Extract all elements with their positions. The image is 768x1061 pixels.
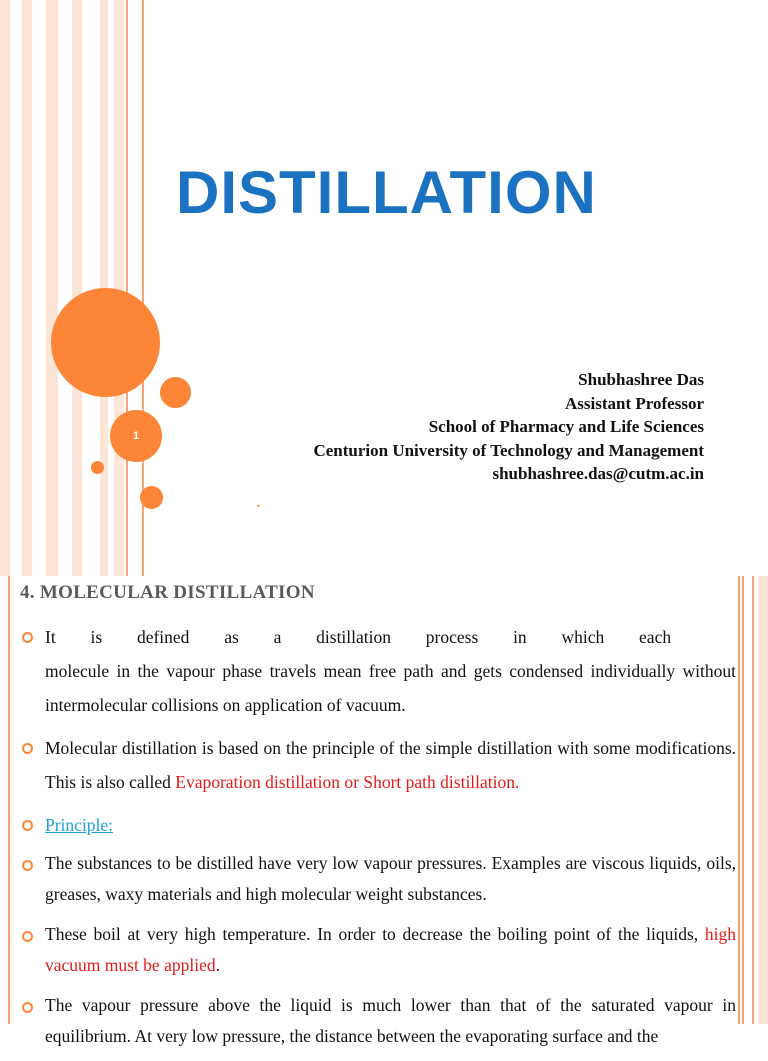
bullet-ring-icon xyxy=(22,632,33,643)
word: a xyxy=(273,627,282,647)
bullet-boiling xyxy=(20,919,736,981)
decor-circle-small xyxy=(91,461,104,474)
author-university: Centurion University of Technology and Management xyxy=(313,440,704,460)
word: It xyxy=(45,627,56,647)
bullet-text-end: . xyxy=(215,955,220,975)
word: distillation xyxy=(316,627,392,647)
bullet-ring-icon xyxy=(22,743,33,754)
author-email: shubhashree.das@cutm.ac.in xyxy=(492,464,704,483)
bullet-text: The vapour pressure above the liquid is much lower than that of the saturated vapour in equilibrium. At very low pressure, the distance between the evaporating surface and the xyxy=(45,995,736,1046)
principle-link[interactable]: Principle: xyxy=(45,815,114,835)
decor-circle-large xyxy=(51,288,160,397)
bullet-principle-basis xyxy=(20,731,736,799)
dot-mark: . xyxy=(256,490,261,512)
word: which xyxy=(561,627,605,647)
highlight-text: Evaporation distillation or Short path distillation. xyxy=(175,772,520,792)
decor-stripe xyxy=(72,0,82,576)
bullet-ring-icon xyxy=(22,860,33,871)
decor-line xyxy=(126,0,128,576)
word: is xyxy=(90,627,103,647)
bullet-principle-link xyxy=(20,808,736,842)
content-slide xyxy=(0,576,768,1046)
author-school: School of Pharmacy and Life Sciences xyxy=(428,417,704,436)
decor-circle xyxy=(140,486,163,509)
decor-line xyxy=(8,576,10,1024)
bullet-ring-icon xyxy=(22,931,33,942)
author-position: Assistant Professor xyxy=(565,393,704,413)
definition-first-line xyxy=(45,620,736,654)
decor-circle xyxy=(160,377,191,408)
decor-stripe xyxy=(758,576,768,1024)
bullet-definition xyxy=(20,620,736,722)
bullet-text: The substances to be distilled have very low vapour pressures. Examples are viscous liquids, oils, greases, waxy materials and high molecular weight substances. xyxy=(45,853,736,904)
definition-rest: molecule in the vapour phase travels mean free path and gets condensed individually without intermolecular collisions on application of vacuum. xyxy=(45,661,736,715)
slide-title: DISTILLATION xyxy=(176,159,597,226)
bullet-text: These boil at very high temperature. In order to decrease the boiling point of the liquids, xyxy=(45,924,705,944)
decor-stripe xyxy=(22,0,32,576)
author-block xyxy=(313,368,704,486)
decor-line xyxy=(742,576,744,1024)
word: each xyxy=(639,627,672,647)
section-heading: 4. MOLECULAR DISTILLATION xyxy=(20,582,315,603)
word: in xyxy=(513,627,527,647)
bullet-substances xyxy=(20,848,736,910)
bullet-ring-icon xyxy=(22,1002,33,1013)
decor-stripe xyxy=(0,0,10,576)
slide-number: 1 xyxy=(132,430,140,442)
decor-line xyxy=(752,576,754,1024)
word: as xyxy=(224,627,239,647)
decor-stripe xyxy=(46,0,58,576)
author-name: Shubhashree Das xyxy=(578,370,704,389)
bullet-vapour-pressure xyxy=(20,990,736,1052)
word: defined xyxy=(136,627,190,647)
spacer xyxy=(706,620,736,654)
word: process xyxy=(425,627,479,647)
decor-line xyxy=(738,576,740,1024)
bullet-list xyxy=(20,620,736,1061)
highlight-text: high vacuum must be applied xyxy=(45,924,736,975)
bullet-ring-icon xyxy=(22,820,33,831)
bullet-text: Molecular distillation is based on the principle of the simple distillation with some modifications. This is also called xyxy=(45,738,736,792)
